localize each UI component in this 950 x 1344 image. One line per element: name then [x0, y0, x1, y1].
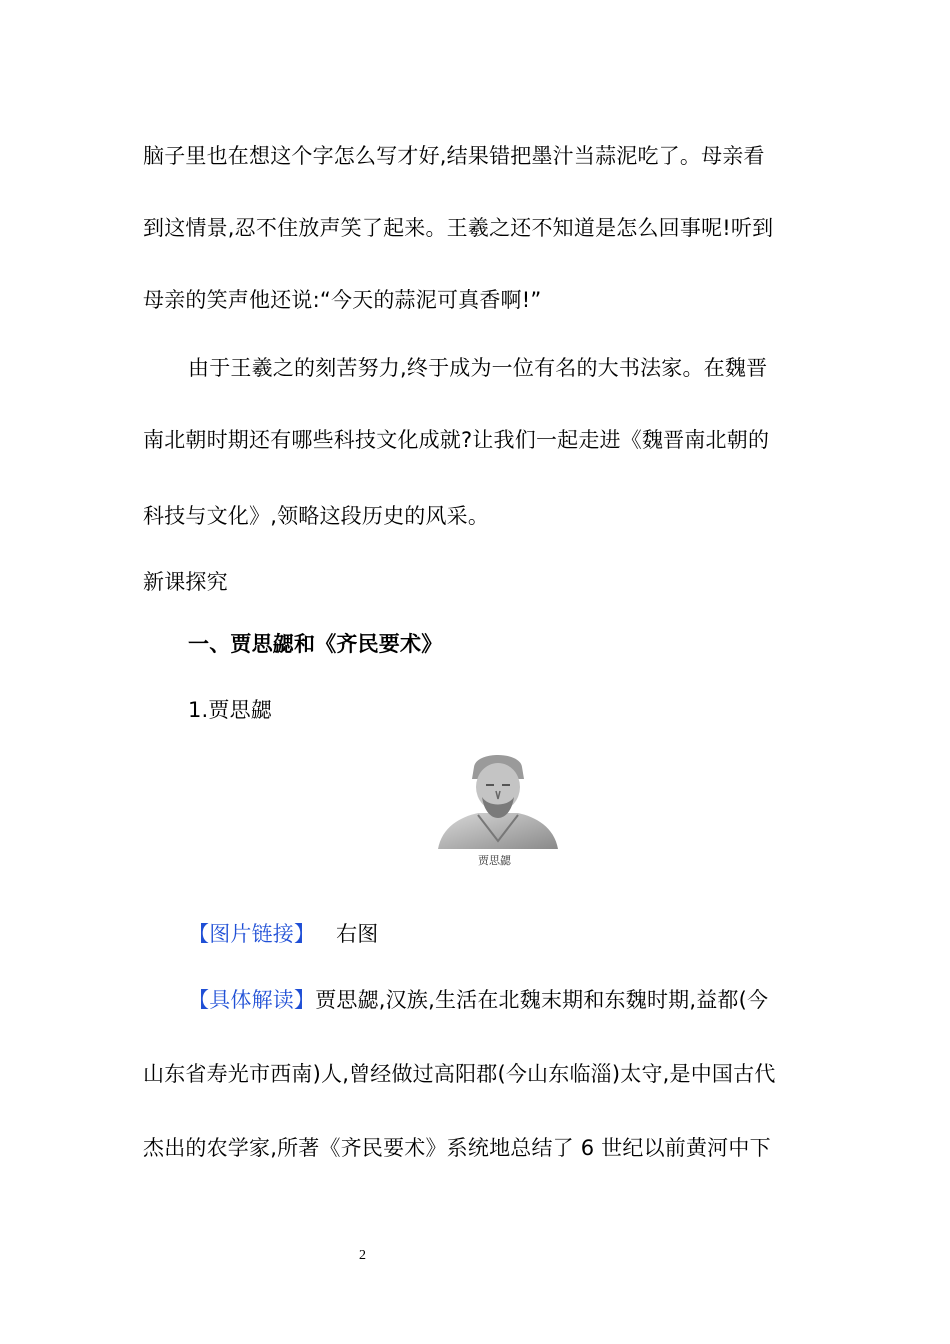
paragraph-line: 南北朝时期还有哪些科技文化成就?让我们一起走进《魏晋南北朝的 [143, 428, 770, 452]
paragraph-line: 科技与文化》,领略这段历史的风采。 [143, 504, 490, 528]
paragraph-line: 母亲的笑声他还说:“今天的蒜泥可真香啊!” [143, 288, 542, 312]
figure-caption: 贾思勰 [478, 854, 511, 867]
explanation-line: 山东省寿光市西南)人,曾经做过高阳郡(今山东临淄)太守,是中国古代 [143, 1062, 776, 1086]
image-link-tag: 【图片链接】 [188, 922, 316, 946]
image-link-text: 右图 [336, 922, 379, 946]
section-heading: 一、贾思勰和《齐民要术》 [188, 632, 443, 656]
explanation-line: 杰出的农学家,所著《齐民要术》系统地总结了 6 世纪以前黄河中下 [143, 1136, 771, 1160]
section-label: 新课探究 [143, 570, 228, 594]
explanation-tag: 【具体解读】 [188, 988, 316, 1012]
paragraph-line: 脑子里也在想这个字怎么写才好,结果错把墨汁当蒜泥吃了。母亲看 [143, 144, 765, 168]
explanation-text: 贾思勰,汉族,生活在北魏末期和东魏时期,益都(今 [315, 988, 769, 1012]
bust-portrait-icon [438, 745, 558, 853]
paragraph-line: 由于王羲之的刻苦努力,终于成为一位有名的大书法家。在魏晋 [188, 356, 768, 380]
page-number: 2 [359, 1248, 366, 1263]
explanation-line [188, 984, 768, 1014]
paragraph-line: 到这情景,忍不住放声笑了起来。王羲之还不知道是怎么回事呢!听到 [143, 216, 774, 240]
subheading: 1.贾思勰 [188, 698, 273, 722]
image-link-line [188, 918, 379, 948]
